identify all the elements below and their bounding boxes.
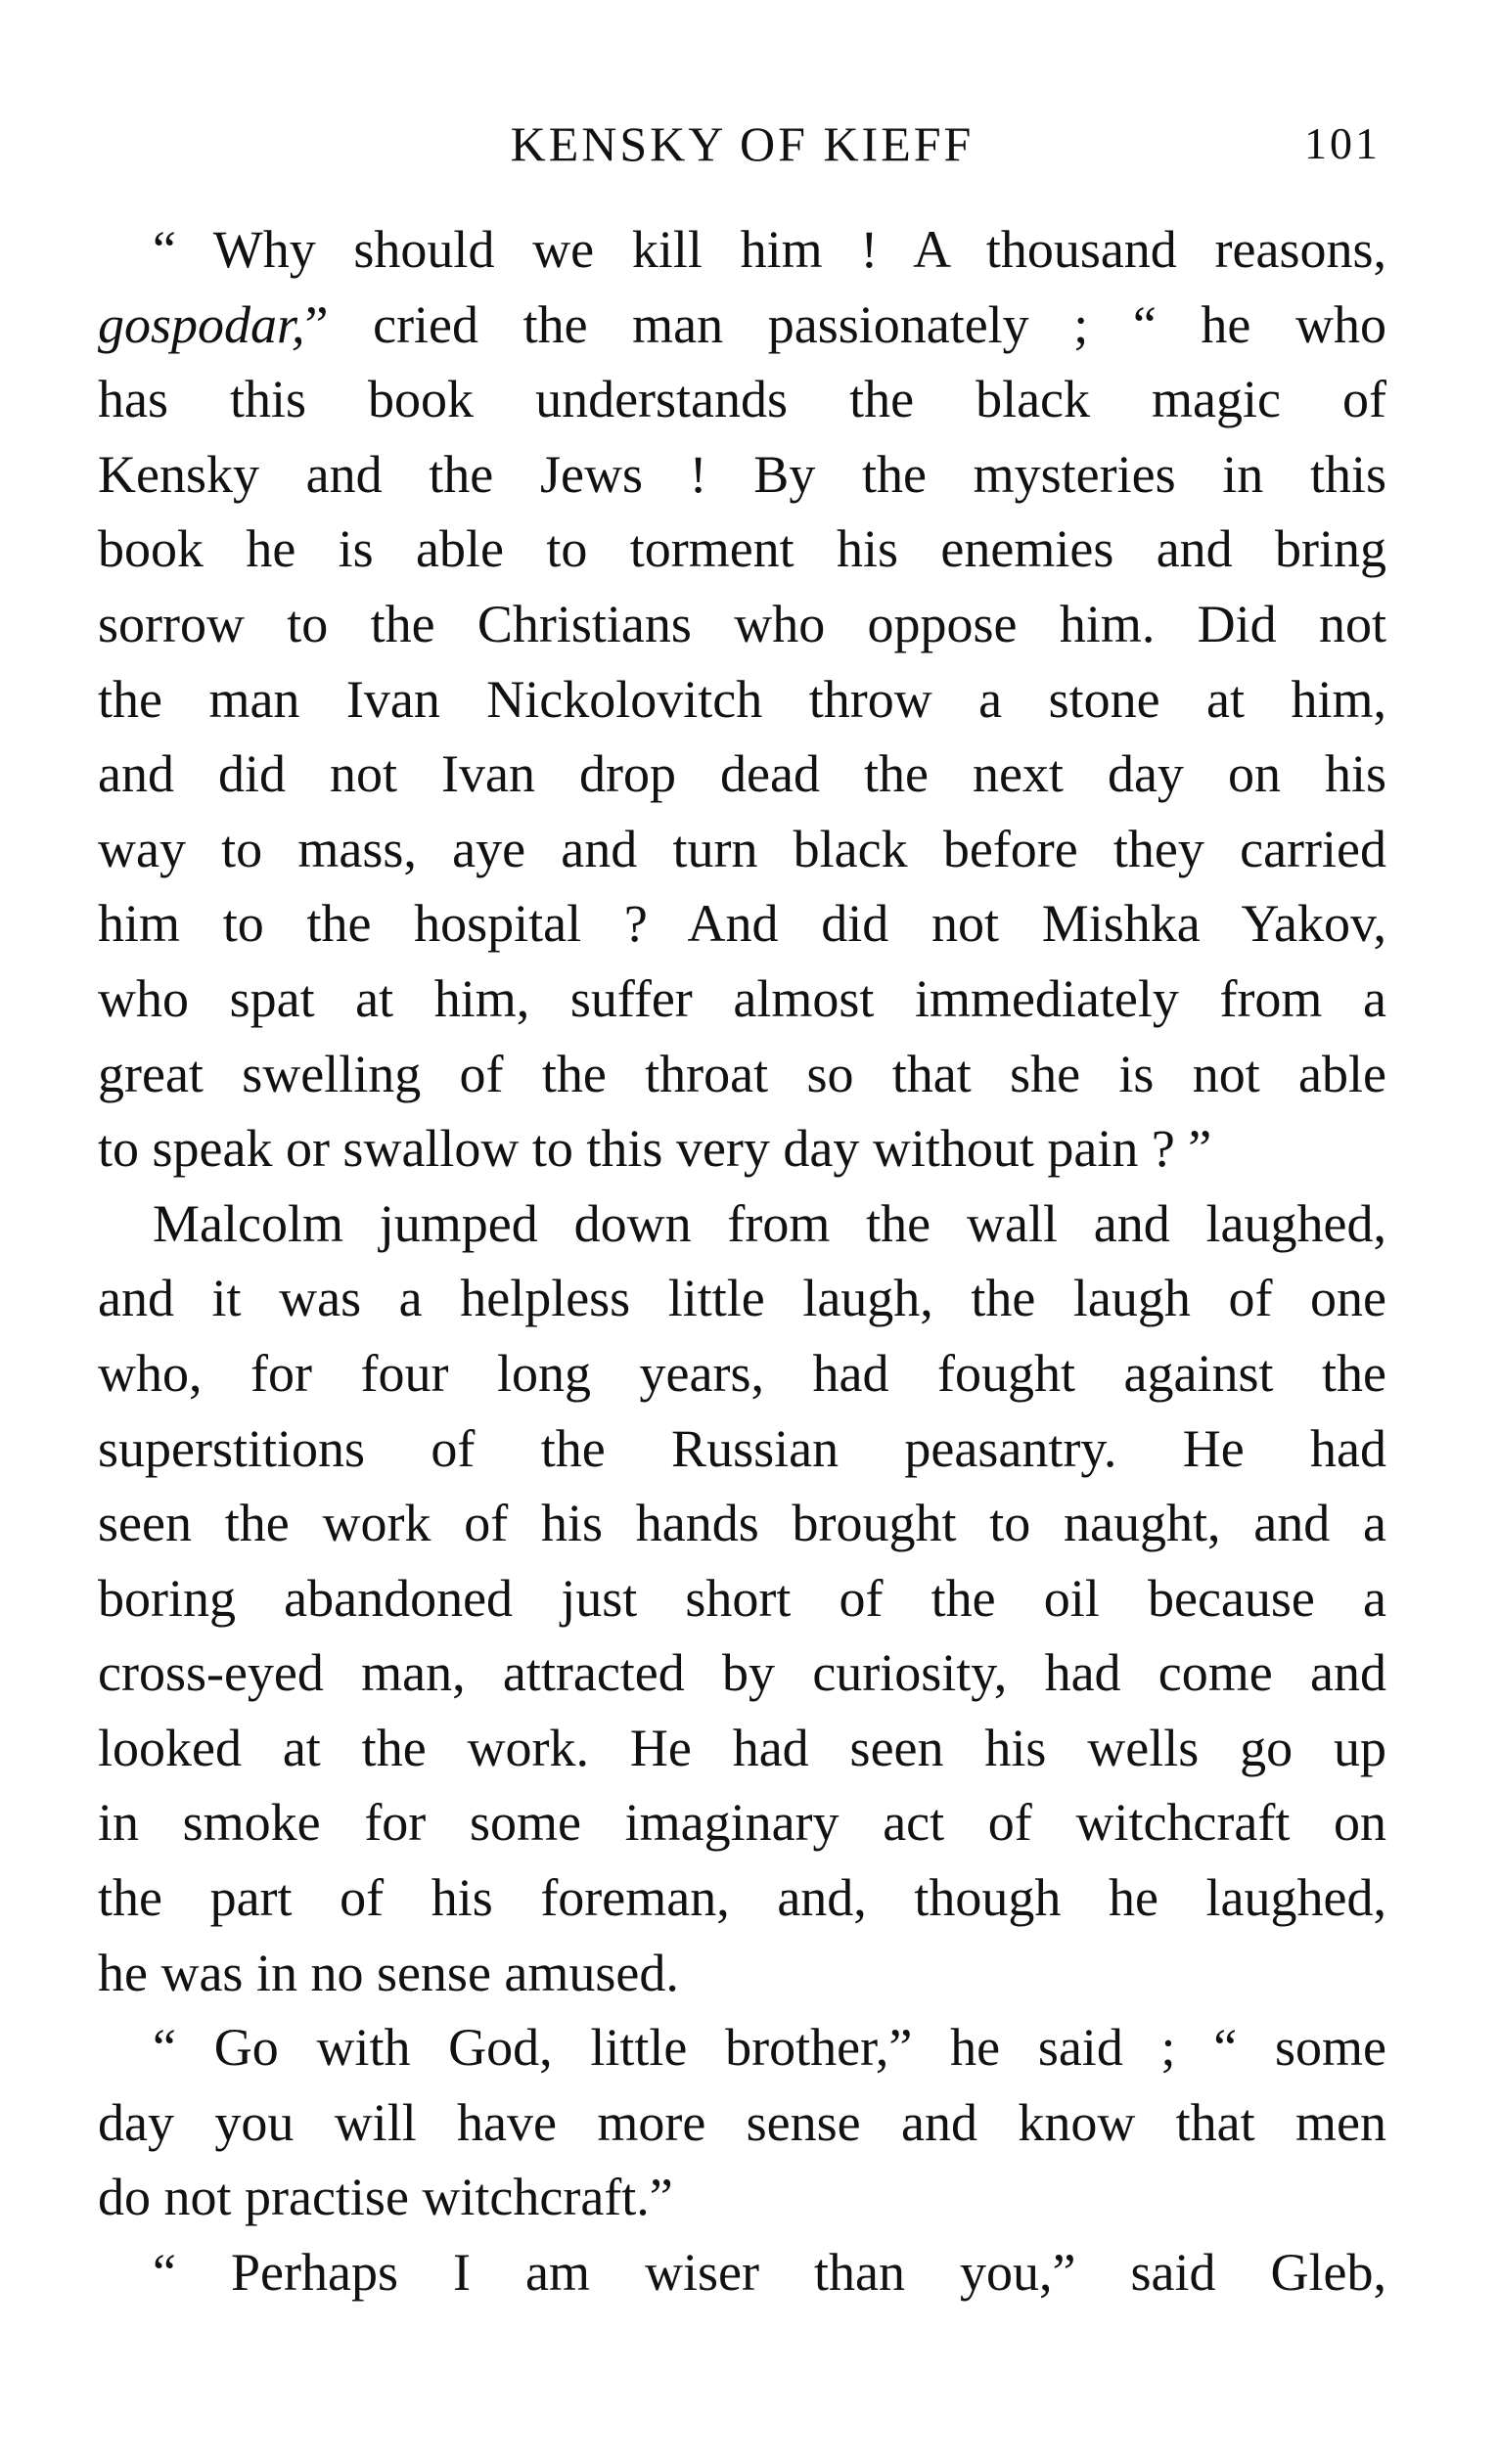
- text-line: [98, 288, 1386, 363]
- text-line: him to the hospital ? And did not Mishka Yakov,: [98, 894, 1386, 954]
- text-line: the man Ivan Nickolovitch throw a stone at him,: [98, 669, 1386, 729]
- text-line: looked at the work. He had seen his wells go up: [98, 1718, 1386, 1777]
- text-line: “ Why should we kill him ! A thousand reasons,: [153, 220, 1386, 279]
- text-line: and did not Ivan drop dead the next day on his: [98, 744, 1386, 804]
- text-line: who spat at him, suffer almost immediately from a: [98, 968, 1386, 1028]
- text-line: the part of his foreman, and, though he laughed,: [98, 1868, 1386, 1928]
- text-line: do not practise witchcraft.”: [98, 2168, 673, 2227]
- text-line: book he is able to torment his enemies and bring: [98, 519, 1386, 579]
- text-line: he was in no sense amused.: [98, 1943, 679, 2002]
- page-number: 101: [1304, 118, 1381, 168]
- text-line: superstitions of the Russian peasantry. He had: [98, 1418, 1386, 1478]
- body-text: [98, 212, 1386, 2310]
- text-line: cross-eyed man, attracted by curiosity, had come and: [98, 1643, 1386, 1703]
- text-line-rest: ” cried the man passionately ; “ he who: [304, 294, 1386, 354]
- text-line: Kensky and the Jews ! By the mysteries in this: [98, 444, 1386, 504]
- text-line: to speak or swallow to this very day without pain ? ”: [98, 1119, 1212, 1179]
- text-line: boring abandoned just short of the oil because a: [98, 1568, 1386, 1628]
- text-line: who, for four long years, had fought against the: [98, 1343, 1386, 1403]
- text-line: Malcolm jumped down from the wall and laughed,: [153, 1193, 1386, 1253]
- text-line: sorrow to the Christians who oppose him. Did not: [98, 594, 1386, 653]
- text-line: seen the work of his hands brought to naught, and a: [98, 1494, 1386, 1553]
- text-line: great swelling of the throat so that she is not able: [98, 1044, 1386, 1103]
- text-line: has this book understands the black magic of: [98, 370, 1386, 429]
- text-line: “ Perhaps I am wiser than you,” said Gleb,: [153, 2243, 1386, 2303]
- italic-word: gospodar,: [98, 294, 305, 354]
- running-header: [98, 110, 1386, 178]
- text-line: way to mass, aye and turn black before they carried: [98, 819, 1386, 878]
- text-line: and it was a helpless little laugh, the laugh of one: [98, 1269, 1386, 1328]
- text-line: day you will have more sense and know that men: [98, 2092, 1386, 2152]
- text-line: “ Go with God, little brother,” he said ; “ some: [153, 2018, 1386, 2078]
- running-title: KENSKY OF KIEFF: [510, 116, 975, 171]
- text-line: in smoke for some imaginary act of witchcraft on: [98, 1793, 1386, 1853]
